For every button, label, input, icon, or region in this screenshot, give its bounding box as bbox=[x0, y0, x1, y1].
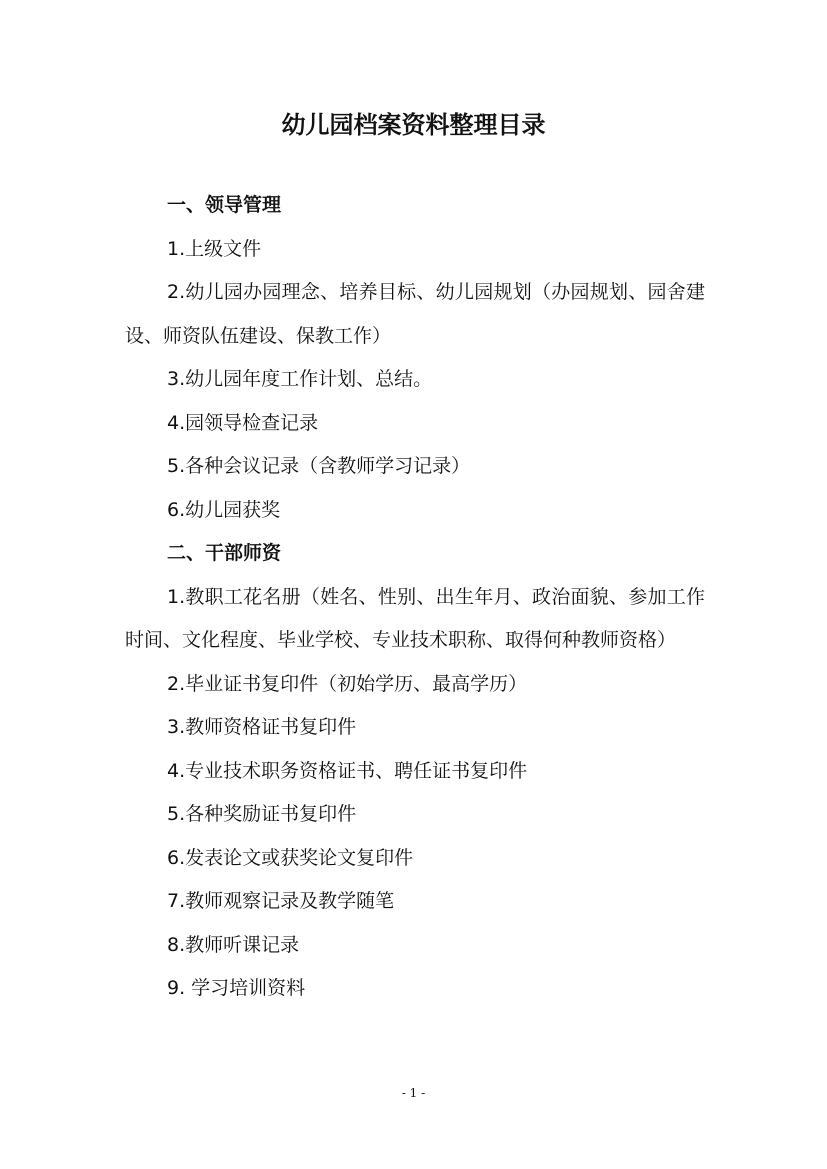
list-item: 3.幼儿园年度工作计划、总结。 bbox=[167, 368, 433, 390]
list-item: 1.教职工花名册（姓名、性别、出生年月、政治面貌、参加工作时间、文化程度、毕业学校、专业技术职称、取得何种教师资格） bbox=[125, 585, 705, 651]
list-item: 8.教师听课记录 bbox=[167, 933, 300, 956]
list-item: 6.幼儿园获奖 bbox=[167, 498, 281, 521]
section-heading-leadership: 一、领导管理 bbox=[167, 194, 282, 216]
list-item: 5.各种奖励证书复印件 bbox=[167, 803, 357, 825]
list-item: 6.发表论文或获奖论文复印件 bbox=[167, 846, 414, 869]
list-item: 9. 学习培训资料 bbox=[167, 977, 306, 999]
list-item: 5.各种会议记录（含教师学习记录） bbox=[167, 455, 471, 477]
list-item: 7.教师观察记录及教学随笔 bbox=[167, 890, 395, 912]
list-item: 4.园领导检查记录 bbox=[167, 411, 319, 434]
list-item: 1.上级文件 bbox=[167, 237, 262, 260]
section-heading-staff: 二、干部师资 bbox=[167, 542, 282, 564]
list-item: 2.毕业证书复印件（初始学历、最高学历） bbox=[167, 672, 528, 695]
list-item: 3.教师资格证书复印件 bbox=[167, 716, 357, 738]
document-title: 幼儿园档案资料整理目录 bbox=[281, 111, 546, 139]
document-body bbox=[125, 184, 705, 1011]
list-item: 4.专业技术职务资格证书、聘任证书复印件 bbox=[167, 759, 528, 782]
list-item: 2.幼儿园办园理念、培养目标、幼儿园规划（办园规划、园舍建设、师资队伍建设、保教工作） bbox=[125, 281, 705, 347]
page-number: - 1 - bbox=[401, 1086, 426, 1100]
